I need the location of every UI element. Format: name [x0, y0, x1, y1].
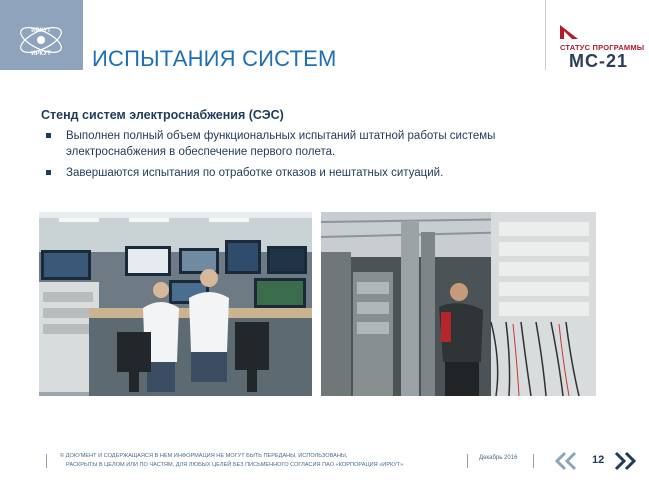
footer-disclaimer-line: РАСКРЫТЫ В ЦЕЛОМ ИЛИ ПО ЧАСТЯМ, ДЛЯ ЛЮБЫХ ЦЕЛЕЙ БЕЗ ПИСЬМЕННОГО СОГЛАСИЯ ПАО «КОРПОРАЦИЯ «ИРКУТ»	[66, 462, 404, 468]
mc21-brand-icon	[560, 25, 578, 39]
bullet-item	[44, 165, 564, 181]
bullet-marker-icon	[46, 170, 51, 175]
program-status-label: СТАТУС ПРОГРАММЫ	[560, 43, 645, 52]
double-chevron-left-icon[interactable]	[553, 451, 581, 471]
page-title: ИСПЫТАНИЯ СИСТЕМ	[92, 46, 337, 71]
footer-divider	[467, 454, 468, 468]
bullet-list	[44, 128, 564, 186]
footer-date: Декабрь 2016	[479, 455, 518, 461]
page-number: 12	[592, 454, 605, 466]
footer-divider	[533, 454, 534, 468]
bullet-text: Завершаются испытания по отработке отказов и нештатных ситуаций.	[66, 167, 444, 179]
logo-bottom-text: ИРКУТ	[31, 51, 51, 57]
program-name: МС-21	[569, 51, 629, 71]
bullet-text: Выполнен полный объем функциональных испытаний штатной работы системы электроснабжения в обеспечение первого полета.	[66, 130, 496, 158]
irkut-logo	[0, 0, 83, 70]
footer-divider	[46, 454, 47, 468]
logo-top-text: ИРКУТ	[31, 28, 51, 34]
bullet-marker-icon	[46, 133, 51, 138]
footer-disclaimer-line: © ДОКУМЕНТ И СОДЕРЖАЩАЯСЯ В НЕМ ИНФОРМАЦИЯ НЕ МОГУТ БЫТЬ ПЕРЕДАНЫ, ИСПОЛЬЗОВАНЫ,	[60, 453, 348, 459]
footer-disclaimer	[60, 452, 403, 470]
double-chevron-right-icon[interactable]	[610, 451, 638, 471]
bullet-item	[44, 128, 564, 160]
control-room-photo	[39, 212, 312, 396]
electrical-rack-photo	[321, 212, 596, 396]
section-heading: Стенд систем электроснабжения (СЭС)	[41, 108, 284, 122]
header-divider	[545, 0, 546, 70]
